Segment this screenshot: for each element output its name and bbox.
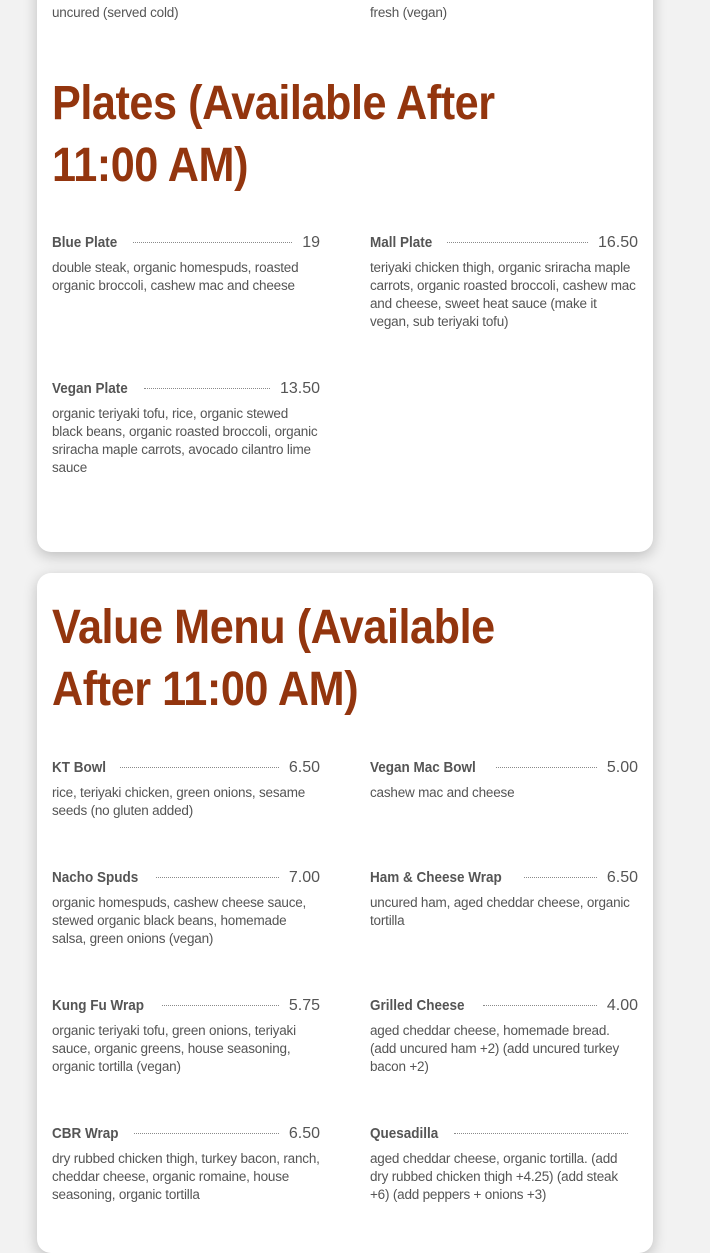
item-description: aged cheddar cheese, organic tortilla. (add dry rubbed chicken thigh +4.25) (add steak +6) (add peppers + onions +3) xyxy=(370,1151,618,1202)
dotted-leader xyxy=(483,1005,597,1006)
menu-item[interactable] xyxy=(52,380,320,477)
item-price: 6.50 xyxy=(288,759,320,776)
menu-item[interactable] xyxy=(52,759,320,820)
dotted-leader xyxy=(144,388,270,389)
dotted-leader xyxy=(447,242,588,243)
dotted-leader xyxy=(454,1133,628,1134)
item-price: 7.00 xyxy=(288,869,320,886)
item-description: aged cheddar cheese, homemade bread. (add uncured ham +2) (add uncured turkey bacon +2) xyxy=(370,1023,620,1074)
dotted-leader xyxy=(156,877,279,878)
item-name: Vegan Plate xyxy=(52,380,128,397)
dotted-leader xyxy=(134,1133,279,1134)
item-name: Blue Plate xyxy=(52,234,118,251)
item-name: Vegan Mac Bowl xyxy=(370,759,476,776)
item-description: cashew mac and cheese xyxy=(370,785,515,800)
item-description: organic teriyaki tofu, green onions, teriyaki sauce, organic greens, house seasoning, organic tortilla (vegan) xyxy=(52,1023,296,1074)
item-description: uncured ham, aged cheddar cheese, organic tortilla xyxy=(370,895,630,928)
item-price: 5.00 xyxy=(606,759,638,776)
item-name: CBR Wrap xyxy=(52,1125,119,1142)
section-title: Plates (Available After 11:00 AM) xyxy=(52,77,495,192)
item-price: 6.50 xyxy=(288,1125,320,1142)
item-name: Kung Fu Wrap xyxy=(52,997,144,1014)
item-name: Nacho Spuds xyxy=(52,869,139,886)
menu-item[interactable] xyxy=(370,869,638,930)
item-description: fresh (vegan) xyxy=(370,5,447,20)
menu-item[interactable] xyxy=(370,997,638,1076)
dotted-leader xyxy=(524,877,596,878)
dotted-leader xyxy=(120,767,279,768)
menu-item[interactable] xyxy=(52,997,320,1076)
item-price: 6.50 xyxy=(606,869,638,886)
section-title: Value Menu (Available After 11:00 AM) xyxy=(52,601,495,716)
value-menu-card xyxy=(37,573,653,1253)
item-description: dry rubbed chicken thigh, turkey bacon, ranch, cheddar cheese, organic romaine, house seasoning, organic tortilla xyxy=(52,1151,320,1202)
menu-item[interactable] xyxy=(370,759,638,802)
item-name: Mall Plate xyxy=(370,234,433,251)
item-name: Ham & Cheese Wrap xyxy=(370,869,502,886)
item-description: uncured (served cold) xyxy=(52,5,179,20)
item-description: teriyaki chicken thigh, organic sriracha maple carrots, organic roasted broccoli, cashew mac and cheese, sweet heat sauce (make it vegan, sub teriyaki tofu) xyxy=(370,260,636,329)
item-price: 5.75 xyxy=(288,997,320,1014)
item-price: 13.50 xyxy=(279,380,320,397)
item-description: organic teriyaki tofu, rice, organic stewed black beans, organic roasted broccoli, organic sriracha maple carrots, avocado cilantro lime sauce xyxy=(52,406,318,475)
item-price: 16.50 xyxy=(597,234,638,251)
menu-item[interactable] xyxy=(52,234,320,295)
dotted-leader xyxy=(133,242,293,243)
dotted-leader xyxy=(162,1005,279,1006)
item-price: 4.00 xyxy=(606,997,638,1014)
dotted-leader xyxy=(496,767,597,768)
item-name: Grilled Cheese xyxy=(370,997,465,1014)
menu-item[interactable] xyxy=(370,234,638,331)
item-description: organic homespuds, cashew cheese sauce, stewed organic black beans, homemade salsa, green onions (vegan) xyxy=(52,895,307,946)
item-name: Quesadilla xyxy=(370,1125,439,1142)
menu-item[interactable] xyxy=(52,869,320,948)
item-description: rice, teriyaki chicken, green onions, sesame seeds (no gluten added) xyxy=(52,785,306,818)
menu-item[interactable] xyxy=(370,1125,638,1204)
menu-item[interactable] xyxy=(52,1125,320,1204)
item-description: double steak, organic homespuds, roasted organic broccoli, cashew mac and cheese xyxy=(52,260,299,293)
item-price: 19 xyxy=(302,234,320,251)
plates-card xyxy=(37,0,653,552)
item-name: KT Bowl xyxy=(52,759,106,776)
